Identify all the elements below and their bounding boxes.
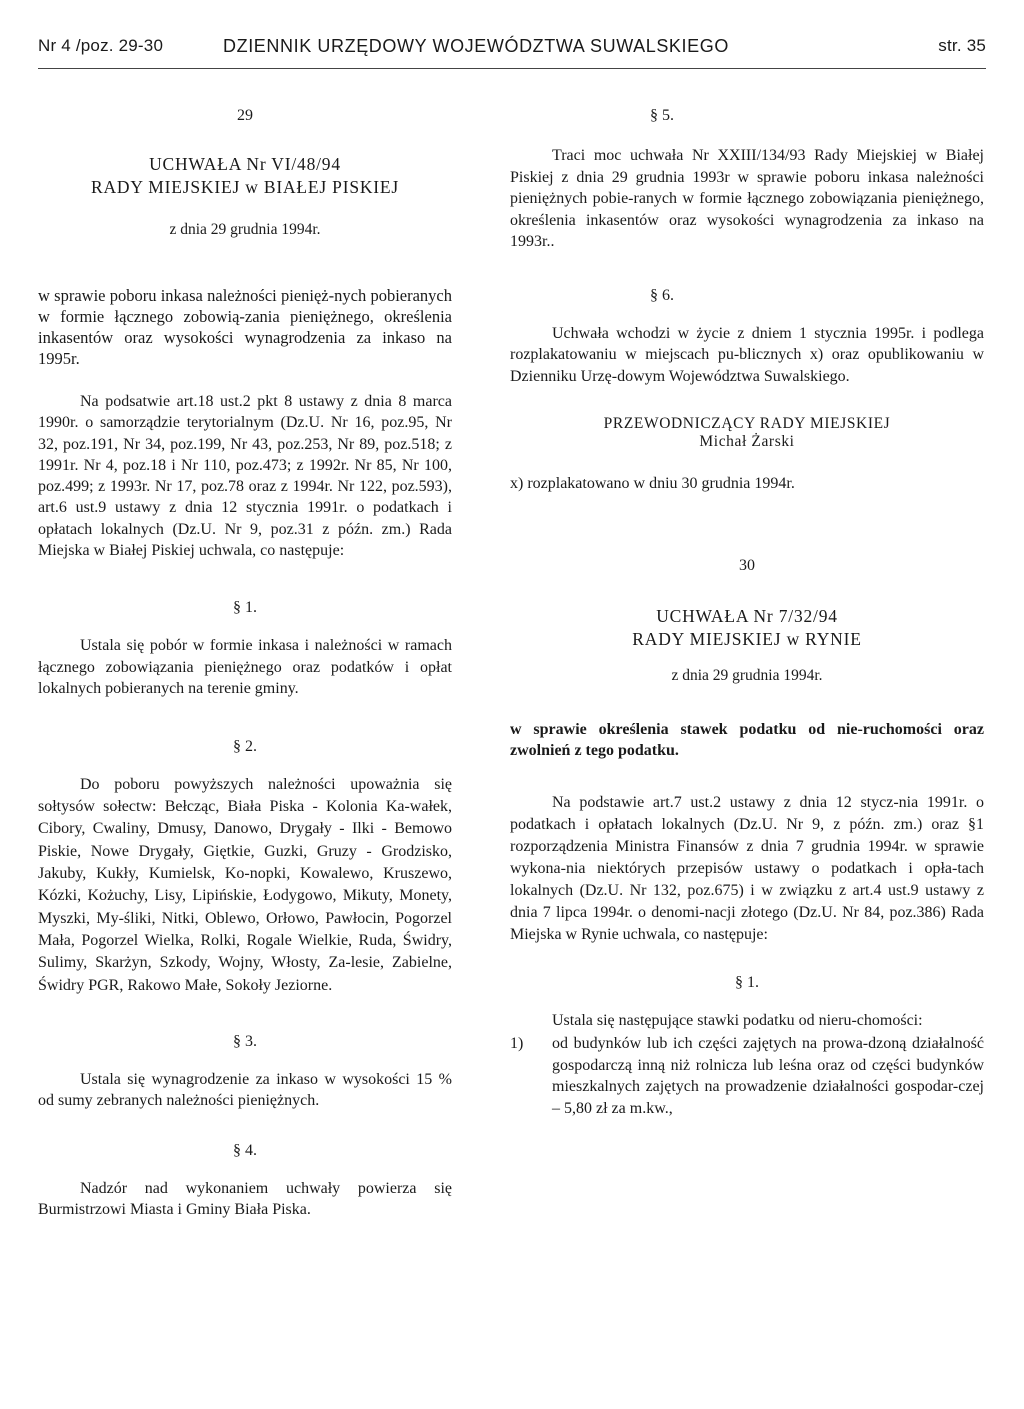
header-rule [38,68,986,69]
section-2-heading: § 2. [233,737,257,755]
section-5-text: Traci moc uchwała Nr XXIII/134/93 Rady Miejskiej w Białej Piskiej z dnia 29 grudnia 1993r w sprawie poboru inkasa należności pieniężnych pobie-ranych w formie łącznego zobowiązania pieniężnego, określenia inkasentów oraz wysokości wynagrodzenia za inkaso na 1993r.. [510,147,984,250]
page-header [38,30,986,60]
section-6-text: Uchwała wchodzi w życie z dniem 1 stycznia 1995r. i podlega rozplakatowaniu w miejscach pu-blicznych x) oraz opublikowaniu w Dzienniku Urzę-dowym Województwa Suwalskiego. [510,324,984,385]
page-number: str. 35 [938,36,986,55]
section-6-heading: § 6. [650,286,674,304]
section-4-heading: § 4. [233,1141,257,1159]
chairman-name: Michał Żarski [699,433,795,450]
resolution-30-section-1-text: Ustala się następujące stawki podatku od nieru-chomości: [552,1011,923,1029]
right-column [510,95,984,1119]
resolution-30-section-1-heading: § 1. [735,973,759,991]
section-3-text: Ustala się wynagrodzenie za inkaso w wysokości 15 % od sumy zebranych należności pieniężnych. [38,1070,452,1110]
section-1-heading: § 1. [233,599,257,617]
section-1-text: Ustala się pobór w formie inkasa i należności w ramach łącznego zobowiązania pieniężnego oraz podatków i opłat lokalnych pobieranych na terenie gminy. [38,637,452,698]
resolution-29-subject: w sprawie poboru inkasa należności pienięż-nych pobieranych w formie łącznego zobowią-zania pieniężnego, określenia inkasentów oraz wysokości wynagrodzenia za inkaso na 1995r. [38,286,452,368]
chairman-title: PRZEWODNICZĄCY RADY MIEJSKIEJ [603,415,891,432]
resolution-29-legal-basis: Na podsatwie art.18 ust.2 pkt 8 ustawy z dnia 8 marca 1990r. o samorządzie terytorialnym (Dz.U. Nr 16, poz.95, Nr 32, poz.191, Nr 34, poz.199, Nr 43, poz.253, Nr 89, poz.518; z 1991r. Nr 4, poz.18 i Nr 110, poz.473; z 1992r. Nr 85, Nr 100, poz.499; z 1993r. Nr 17, poz.78 oraz z 1994r. Nr 122, poz.593), art.6 ust.9 ustawy z dnia 12 stycznia 1991r. o podatkach i opłatach lokalnych (Dz.U. Nr 9, poz.31 z późn. zm.) Rada Miejska w Białej Piskiej uchwala, co następuje: [38,393,452,560]
resolution-29-date: z dnia 29 grudnia 1994r. [169,221,321,238]
resolution-30-subject: w sprawie określenia stawek podatku od nie-ruchomości oraz zwolnień z tego podatku. [510,720,984,759]
resolution-30-title: UCHWAŁA Nr 7/32/94 [656,605,838,626]
resolution-30-council: RADY MIEJSKIEJ w RYNIE [632,628,862,649]
resolution-30-number: 30 [739,556,755,574]
resolution-30-legal-basis: Na podstawie art.7 ust.2 ustawy z dnia 12 stycz-nia 1991r. o podatkach i opłatach lokalnych (Dz.U. Nr 9, z późn. zm.) oraz §1 rozporządzenia Ministra Finansów z dnia 7 grudnia 1994r. w sprawie wykona-nia niektórych przepisów ustawy o podatkach i opła-tach lokalnych (Dz.U. Nr 132, poz.675) i w związku z art.4 ust.9 ustawy z dnia 7 lipca 1994r. o denomi-nacji złotego (Dz.U. Nr 84, poz.386) Rada Miejska w Rynie uchwala, co następuje: [510,793,984,943]
issue-number: Nr 4 /poz. 29-30 [38,36,164,55]
section-2-text: Do poboru powyższych należności upoważnia się sołtysów sołectw: Bełcząc, Biała Piska - Kolonia Ka-wałek, Cibory, Cwaliny, Dmusy, Danowo, Drygały - Ilki - Bemowo Piskie, Nowe Drygały, Giętkie, Guzki, Gruzy - Grodzisko, Jakuby, Kukły, Kumielsk, Ko-nopki, Kowalewo, Kruszewo, Kózki, Kożuchy, Lisy, Lipińskie, Łodygowo, Mikuty, Monety, Myszki, My-śliki, Nitki, Oblewo, Orłowo, Pawłocin, Pogorzel Mała, Pogorzel Wielka, Rolki, Rogale Wielkie, Ruda, Świdry, Sulimy, Skarżyn, Szkody, Wojny, Włosty, Za-lesie, Zabielne, Świdry PGR, Rakowo Małe, Sokoły Jeziorne. [38,775,452,994]
resolution-29-council: RADY MIEJSKIEJ w BIAŁEJ PISKIEJ [90,177,400,197]
list-item [510,1033,984,1119]
section-5-heading: § 5. [650,107,674,124]
resolution-29-title: UCHWAŁA Nr VI/48/94 [149,154,341,174]
left-column [38,95,452,1221]
resolution-30-date: z dnia 29 grudnia 1994r. [671,666,823,684]
footnote: x) rozplakatowano w dniu 30 grudnia 1994r. [510,475,795,492]
list-item-number: 1) [510,1035,524,1052]
section-3-heading: § 3. [233,1032,257,1050]
resolution-29-number: 29 [237,107,253,124]
section-4-text: Nadzór nad wykonaniem uchwały powierza się Burmistrzowi Miasta i Gminy Biała Piska. [38,1179,452,1219]
list-item-text: od budynków lub ich części zajętych na prowa-dzoną działalność gospodarczą inną niż rolnicza lub leśna oraz od części budynków mieszkalnych zajętych na prowadzenie działalności gospodar-czej – 5,80 zł za m.kw., [552,1035,984,1117]
journal-title: DZIENNIK URZĘDOWY WOJEWÓDZTWA SUWALSKIEGO [223,36,729,56]
